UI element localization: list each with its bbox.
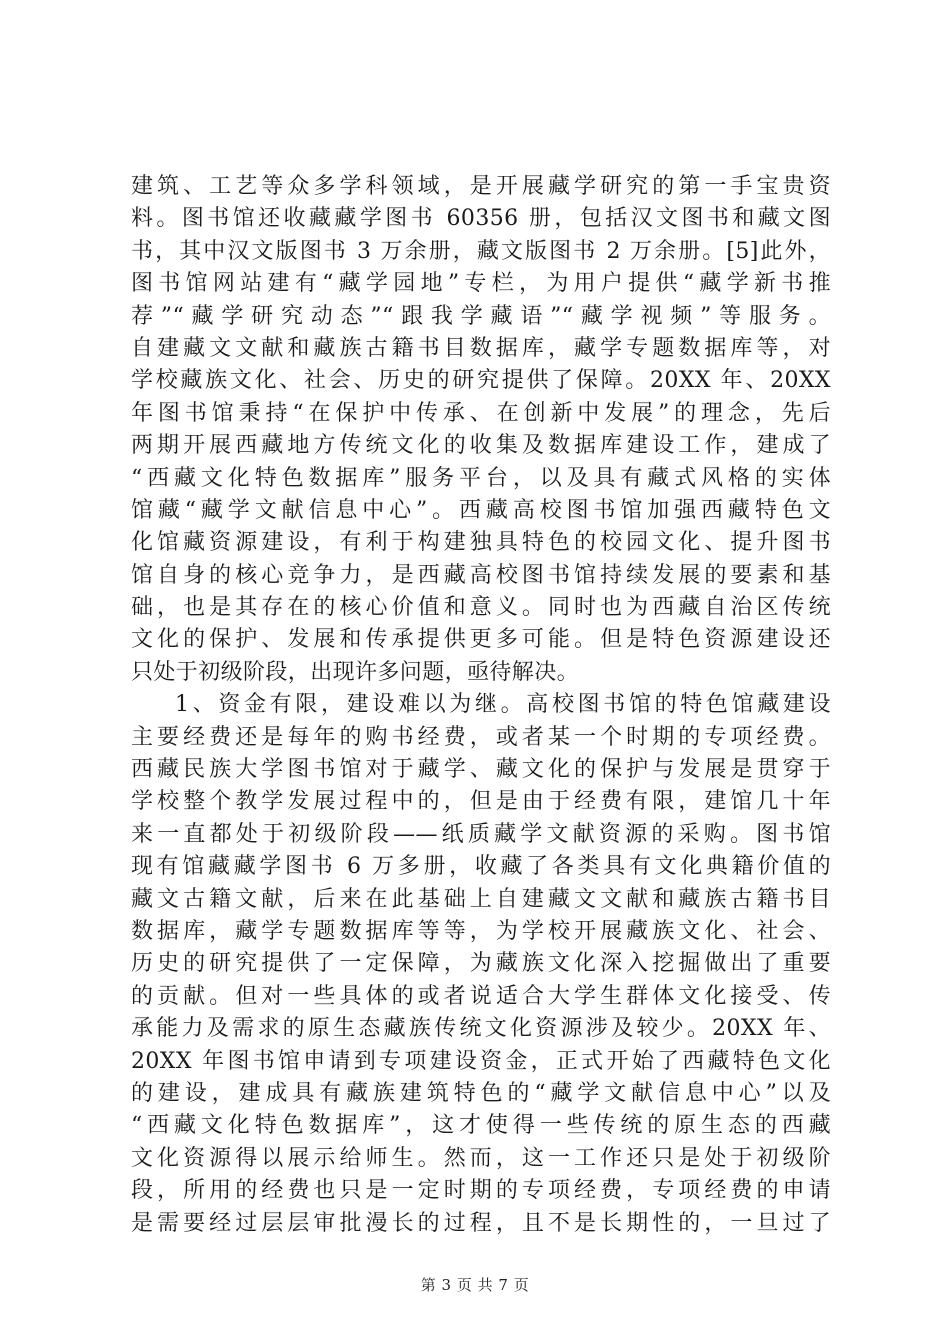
text-line: 建筑、工艺等众多学科领域，是开展藏学研究的第一手宝贵资 (131, 174, 831, 199)
text-line: 学校整个教学发展过程中的，但是由于经费有限，建馆几十年 (131, 789, 831, 815)
text-line: 1、资金有限，建设难以为继。高校图书馆的特色馆藏建设 (175, 692, 831, 718)
text-line: 段，所用的经费也只是一定时期的专项经费，专项经费的申请 (131, 1178, 831, 1204)
page-footer: 第 3 页 共 7 页 (420, 1276, 530, 1294)
text-line: 主要经费还是每年的购书经费，或者某一个时期的专项经费。 (131, 724, 831, 750)
text-line: 数据库，藏学专题数据库等等，为学校开展藏族文化、社会、 (131, 918, 831, 944)
text-line: 历史的研究提供了一定保障，为藏族文化深入挖掘做出了重要 (131, 951, 831, 977)
text-line: 料。图书馆还收藏藏学图书 60356 册，包括汉文图书和藏文图 (131, 206, 831, 232)
text-line: “西藏文化特色数据库”服务平台，以及具有藏式风格的实体 (131, 465, 831, 491)
text-line: 的贡献。但对一些具体的或者说适合大学生群体文化接受、传 (131, 983, 831, 1009)
text-line: 现有馆藏藏学图书 6 万多册，收藏了各类具有文化典籍价值的 (131, 854, 831, 880)
text-line: 文化的保护、发展和传承提供更多可能。但是特色资源建设还 (131, 627, 831, 653)
text-line: 馆藏“藏学文献信息中心”。西藏高校图书馆加强西藏特色文 (131, 497, 831, 523)
text-line: 荐”“藏学研究动态”“跟我学藏语”“藏学视频”等服务。 (131, 303, 831, 329)
text-line: 西藏民族大学图书馆对于藏学、藏文化的保护与发展是贯穿于 (131, 757, 831, 783)
text-line: 馆自身的核心竞争力，是西藏高校图书馆持续发展的要素和基 (131, 562, 831, 588)
text-line: 文化资源得以展示给师生。然而，这一工作还只是处于初级阶 (131, 1145, 831, 1171)
text-line: “西藏文化特色数据库”，这才使得一些传统的原生态的西藏 (131, 1113, 831, 1139)
text-line: 承能力及需求的原生态藏族传统文化资源涉及较少。20XX 年、 (131, 1016, 831, 1042)
text-line: 学校藏族文化、社会、历史的研究提供了保障。20XX 年、20XX (131, 368, 831, 394)
text-line: 图书馆网站建有“藏学园地”专栏，为用户提供“藏学新书推 (131, 271, 831, 297)
body-text (131, 171, 831, 1240)
text-line: 的建设，建成具有藏族建筑特色的“藏学文献信息中心”以及 (131, 1080, 831, 1106)
text-line: 20XX 年图书馆申请到专项建设资金，正式开始了西藏特色文化 (131, 1048, 831, 1074)
text-line: 化馆藏资源建设，有利于构建独具特色的校园文化、提升图书 (131, 530, 831, 556)
text-line: 础，也是其存在的核心价值和意义。同时也为西藏自治区传统 (131, 595, 831, 621)
text-line: 只处于初级阶段，出现许多问题，亟待解决。 (131, 659, 580, 685)
text-line: 藏文古籍文献，后来在此基础上自建藏文文献和藏族古籍书目 (131, 886, 831, 912)
text-line: 年图书馆秉持“在保护中传承、在创新中发展”的理念，先后 (131, 400, 831, 426)
text-line: 两期开展西藏地方传统文化的收集及数据库建设工作，建成了 (131, 433, 831, 459)
text-line: 是需要经过层层审批漫长的过程，且不是长期性的，一旦过了 (131, 1210, 831, 1236)
text-line: 自建藏文文献和藏族古籍书目数据库，藏学专题数据库等，对 (131, 335, 831, 361)
text-line: 书，其中汉文版图书 3 万余册，藏文版图书 2 万余册。[5]此外， (131, 238, 831, 264)
text-line: 来一直都处于初级阶段——纸质藏学文献资源的采购。图书馆 (131, 821, 831, 847)
